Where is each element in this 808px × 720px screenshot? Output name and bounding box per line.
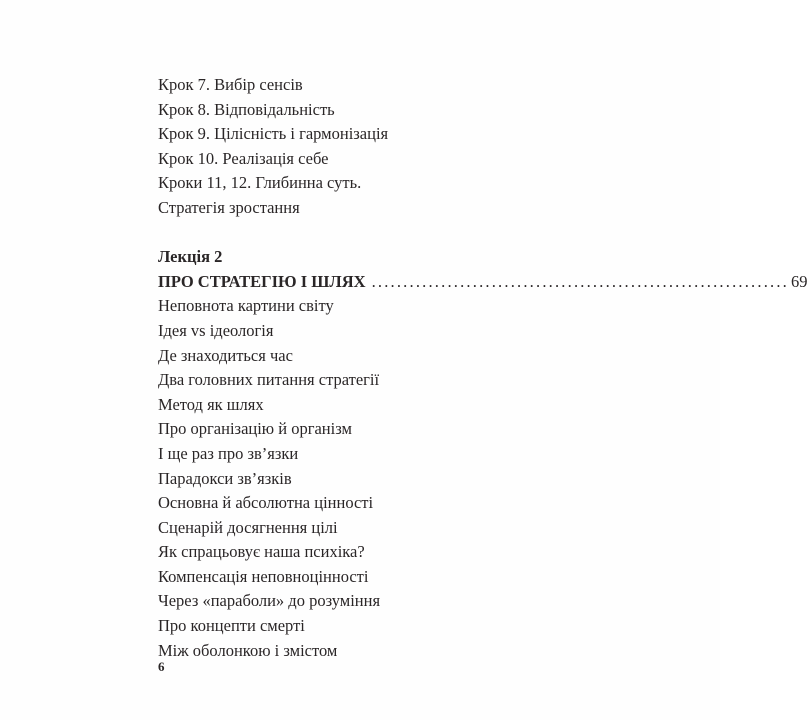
toc-item: Про концепти смерті (158, 616, 305, 636)
toc-item: Крок 9. Цілісність і гармонізація (158, 124, 389, 144)
lecture-title-row (158, 270, 808, 295)
toc-item: Компенсація неповноцінності (158, 566, 369, 586)
toc-item: Парадокси зв’язків (158, 468, 292, 488)
lecture-title: ПРО СТРАТЕГІЮ І ШЛЯХ (158, 271, 366, 291)
toc-item: Про організацію й організм (158, 419, 352, 439)
dot-leader: .................................................................. (371, 271, 790, 291)
lecture-page-number: 69 (791, 271, 808, 291)
toc-item: Два головних питання стратегії (158, 370, 380, 390)
toc-item: Неповнота картини світу (158, 296, 334, 316)
toc-item: Крок 7. Вибір сенсів (158, 75, 303, 94)
toc-item: Крок 8. Відповідальність (158, 99, 335, 119)
lecture-label: Лекція 2 (158, 247, 223, 267)
section-gap (158, 221, 568, 246)
toc-item: Де знаходиться час (158, 345, 293, 365)
toc-item: Як спрацьовує наша психіка? (158, 542, 365, 562)
toc-item: Крок 10. Реалізація себе (158, 148, 329, 168)
toc-item: Основна й абсолютна цінності (158, 493, 374, 513)
toc-item: Ідея vs ідеологія (158, 320, 274, 340)
table-of-contents (158, 73, 808, 663)
toc-item: І ще раз про зв’язки (158, 443, 299, 463)
toc-item: Метод як шлях (158, 394, 264, 414)
toc-item: Стратегія зростання (158, 197, 300, 217)
page-number: 6 (158, 659, 165, 674)
toc-item: Сценарій досягнення цілі (158, 517, 338, 537)
toc-item: Через «параболи» до розуміння (158, 591, 381, 611)
toc-item: Між оболонкою і змістом (158, 640, 338, 660)
toc-item: Кроки 11, 12. Глибинна суть. (158, 173, 362, 193)
